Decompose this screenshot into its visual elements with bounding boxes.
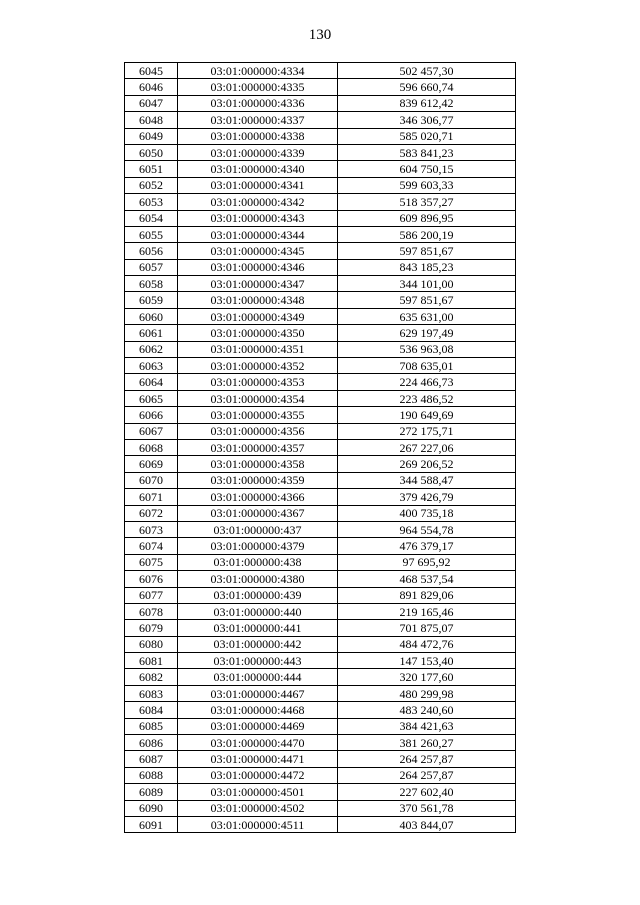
value-cell: 224 466,73 — [338, 374, 516, 390]
value-cell: 227 602,40 — [338, 784, 516, 800]
value-cell: 585 020,71 — [338, 128, 516, 144]
value-cell: 629 197,49 — [338, 325, 516, 341]
value-cell: 267 227,06 — [338, 439, 516, 455]
value-cell: 97 695,92 — [338, 554, 516, 570]
cadastral-number-cell: 03:01:000000:4380 — [178, 571, 338, 587]
cadastral-number-cell: 03:01:000000:4472 — [178, 767, 338, 783]
value-cell: 502 457,30 — [338, 63, 516, 79]
table-row — [125, 63, 516, 79]
row-number-cell: 6047 — [125, 95, 178, 111]
row-number-cell: 6075 — [125, 554, 178, 570]
value-cell: 400 735,18 — [338, 505, 516, 521]
value-cell: 264 257,87 — [338, 751, 516, 767]
cadastral-number-cell: 03:01:000000:444 — [178, 669, 338, 685]
row-number-cell: 6085 — [125, 718, 178, 734]
cadastral-number-cell: 03:01:000000:4350 — [178, 325, 338, 341]
row-number-cell: 6080 — [125, 636, 178, 652]
cadastral-number-cell: 03:01:000000:4357 — [178, 439, 338, 455]
cadastral-number-cell: 03:01:000000:4335 — [178, 79, 338, 95]
table-row — [125, 751, 516, 767]
table-row — [125, 407, 516, 423]
row-number-cell: 6079 — [125, 620, 178, 636]
row-number-cell: 6048 — [125, 112, 178, 128]
registry-table-body — [125, 63, 516, 833]
row-number-cell: 6086 — [125, 735, 178, 751]
table-row — [125, 144, 516, 160]
table-row — [125, 784, 516, 800]
row-number-cell: 6053 — [125, 194, 178, 210]
cadastral-number-cell: 03:01:000000:443 — [178, 653, 338, 669]
value-cell: 219 165,46 — [338, 603, 516, 619]
cadastral-number-cell: 03:01:000000:4345 — [178, 243, 338, 259]
page-number: 130 — [308, 27, 332, 43]
cadastral-number-cell: 03:01:000000:4336 — [178, 95, 338, 111]
row-number-cell: 6059 — [125, 292, 178, 308]
value-cell: 701 875,07 — [338, 620, 516, 636]
row-number-cell: 6062 — [125, 341, 178, 357]
table-row — [125, 636, 516, 652]
cadastral-number-cell: 03:01:000000:4343 — [178, 210, 338, 226]
row-number-cell: 6072 — [125, 505, 178, 521]
row-number-cell: 6065 — [125, 390, 178, 406]
cadastral-number-cell: 03:01:000000:4367 — [178, 505, 338, 521]
row-number-cell: 6088 — [125, 767, 178, 783]
table-row — [125, 439, 516, 455]
cadastral-number-cell: 03:01:000000:4469 — [178, 718, 338, 734]
cadastral-number-cell: 03:01:000000:4346 — [178, 259, 338, 275]
table-row — [125, 308, 516, 324]
table-row — [125, 292, 516, 308]
value-cell: 583 841,23 — [338, 144, 516, 160]
value-cell: 190 649,69 — [338, 407, 516, 423]
value-cell: 586 200,19 — [338, 226, 516, 242]
cadastral-number-cell: 03:01:000000:437 — [178, 521, 338, 537]
table-row — [125, 669, 516, 685]
table-row — [125, 816, 516, 832]
table-row — [125, 194, 516, 210]
cadastral-number-cell: 03:01:000000:4342 — [178, 194, 338, 210]
value-cell: 269 206,52 — [338, 456, 516, 472]
table-row — [125, 587, 516, 603]
value-cell: 964 554,78 — [338, 521, 516, 537]
value-cell: 384 421,63 — [338, 718, 516, 734]
table-row — [125, 718, 516, 734]
row-number-cell: 6090 — [125, 800, 178, 816]
value-cell: 381 260,27 — [338, 735, 516, 751]
row-number-cell: 6064 — [125, 374, 178, 390]
cadastral-number-cell: 03:01:000000:4354 — [178, 390, 338, 406]
table-row — [125, 702, 516, 718]
table-row — [125, 505, 516, 521]
value-cell: 320 177,60 — [338, 669, 516, 685]
value-cell: 379 426,79 — [338, 489, 516, 505]
table-row — [125, 767, 516, 783]
table-row — [125, 603, 516, 619]
value-cell: 484 472,76 — [338, 636, 516, 652]
table-row — [125, 374, 516, 390]
row-number-cell: 6054 — [125, 210, 178, 226]
table-row — [125, 390, 516, 406]
cadastral-number-cell: 03:01:000000:4349 — [178, 308, 338, 324]
cadastral-number-cell: 03:01:000000:439 — [178, 587, 338, 603]
value-cell: 891 829,06 — [338, 587, 516, 603]
cadastral-number-cell: 03:01:000000:4334 — [178, 63, 338, 79]
table-row — [125, 571, 516, 587]
value-cell: 597 851,67 — [338, 243, 516, 259]
table-row — [125, 800, 516, 816]
table-row — [125, 620, 516, 636]
cadastral-number-cell: 03:01:000000:4359 — [178, 472, 338, 488]
row-number-cell: 6083 — [125, 685, 178, 701]
table-row — [125, 95, 516, 111]
value-cell: 468 537,54 — [338, 571, 516, 587]
row-number-cell: 6076 — [125, 571, 178, 587]
cadastral-number-cell: 03:01:000000:4341 — [178, 177, 338, 193]
table-row — [125, 177, 516, 193]
cadastral-number-cell: 03:01:000000:4356 — [178, 423, 338, 439]
row-number-cell: 6055 — [125, 226, 178, 242]
table-row — [125, 653, 516, 669]
value-cell: 599 603,33 — [338, 177, 516, 193]
row-number-cell: 6073 — [125, 521, 178, 537]
cadastral-number-cell: 03:01:000000:4468 — [178, 702, 338, 718]
row-number-cell: 6050 — [125, 144, 178, 160]
value-cell: 483 240,60 — [338, 702, 516, 718]
table-row — [125, 325, 516, 341]
cadastral-number-cell: 03:01:000000:438 — [178, 554, 338, 570]
cadastral-number-cell: 03:01:000000:4351 — [178, 341, 338, 357]
row-number-cell: 6060 — [125, 308, 178, 324]
cadastral-number-cell: 03:01:000000:4501 — [178, 784, 338, 800]
cadastral-number-cell: 03:01:000000:4355 — [178, 407, 338, 423]
table-row — [125, 554, 516, 570]
value-cell: 609 896,95 — [338, 210, 516, 226]
value-cell: 839 612,42 — [338, 95, 516, 111]
cadastral-number-cell: 03:01:000000:4511 — [178, 816, 338, 832]
value-cell: 223 486,52 — [338, 390, 516, 406]
cadastral-number-cell: 03:01:000000:4366 — [178, 489, 338, 505]
value-cell: 518 357,27 — [338, 194, 516, 210]
value-cell: 480 299,98 — [338, 685, 516, 701]
cadastral-number-cell: 03:01:000000:441 — [178, 620, 338, 636]
cadastral-number-cell: 03:01:000000:4502 — [178, 800, 338, 816]
table-row — [125, 161, 516, 177]
table-row — [125, 243, 516, 259]
cadastral-number-cell: 03:01:000000:4347 — [178, 276, 338, 292]
table-row — [125, 489, 516, 505]
value-cell: 403 844,07 — [338, 816, 516, 832]
row-number-cell: 6068 — [125, 439, 178, 455]
row-number-cell: 6074 — [125, 538, 178, 554]
table-row — [125, 472, 516, 488]
row-number-cell: 6087 — [125, 751, 178, 767]
row-number-cell: 6061 — [125, 325, 178, 341]
value-cell: 476 379,17 — [338, 538, 516, 554]
cadastral-number-cell: 03:01:000000:4471 — [178, 751, 338, 767]
table-row — [125, 210, 516, 226]
row-number-cell: 6056 — [125, 243, 178, 259]
table-row — [125, 685, 516, 701]
cadastral-number-cell: 03:01:000000:4338 — [178, 128, 338, 144]
row-number-cell: 6089 — [125, 784, 178, 800]
cadastral-number-cell: 03:01:000000:4337 — [178, 112, 338, 128]
row-number-cell: 6066 — [125, 407, 178, 423]
table-row — [125, 226, 516, 242]
value-cell: 597 851,67 — [338, 292, 516, 308]
row-number-cell: 6091 — [125, 816, 178, 832]
value-cell: 344 101,00 — [338, 276, 516, 292]
cadastral-number-cell: 03:01:000000:4340 — [178, 161, 338, 177]
cadastral-number-cell: 03:01:000000:4470 — [178, 735, 338, 751]
row-number-cell: 6052 — [125, 177, 178, 193]
value-cell: 708 635,01 — [338, 358, 516, 374]
table-row — [125, 276, 516, 292]
row-number-cell: 6071 — [125, 489, 178, 505]
table-row — [125, 341, 516, 357]
cadastral-number-cell: 03:01:000000:4467 — [178, 685, 338, 701]
cadastral-number-cell: 03:01:000000:442 — [178, 636, 338, 652]
value-cell: 346 306,77 — [338, 112, 516, 128]
row-number-cell: 6078 — [125, 603, 178, 619]
value-cell: 272 175,71 — [338, 423, 516, 439]
value-cell: 147 153,40 — [338, 653, 516, 669]
cadastral-number-cell: 03:01:000000:440 — [178, 603, 338, 619]
row-number-cell: 6046 — [125, 79, 178, 95]
row-number-cell: 6070 — [125, 472, 178, 488]
row-number-cell: 6058 — [125, 276, 178, 292]
row-number-cell: 6063 — [125, 358, 178, 374]
row-number-cell: 6067 — [125, 423, 178, 439]
cadastral-number-cell: 03:01:000000:4344 — [178, 226, 338, 242]
table-row — [125, 128, 516, 144]
value-cell: 344 588,47 — [338, 472, 516, 488]
row-number-cell: 6077 — [125, 587, 178, 603]
value-cell: 370 561,78 — [338, 800, 516, 816]
cadastral-number-cell: 03:01:000000:4358 — [178, 456, 338, 472]
value-cell: 604 750,15 — [338, 161, 516, 177]
table-row — [125, 521, 516, 537]
table-row — [125, 79, 516, 95]
value-cell: 843 185,23 — [338, 259, 516, 275]
row-number-cell: 6081 — [125, 653, 178, 669]
table-row — [125, 456, 516, 472]
value-cell: 264 257,87 — [338, 767, 516, 783]
value-cell: 596 660,74 — [338, 79, 516, 95]
cadastral-number-cell: 03:01:000000:4353 — [178, 374, 338, 390]
table-row — [125, 735, 516, 751]
row-number-cell: 6045 — [125, 63, 178, 79]
table-row — [125, 423, 516, 439]
value-cell: 635 631,00 — [338, 308, 516, 324]
cadastral-number-cell: 03:01:000000:4352 — [178, 358, 338, 374]
cadastral-number-cell: 03:01:000000:4379 — [178, 538, 338, 554]
table-row — [125, 358, 516, 374]
table-row — [125, 259, 516, 275]
table-row — [125, 112, 516, 128]
row-number-cell: 6051 — [125, 161, 178, 177]
row-number-cell: 6082 — [125, 669, 178, 685]
table-row — [125, 538, 516, 554]
row-number-cell: 6069 — [125, 456, 178, 472]
value-cell: 536 963,08 — [338, 341, 516, 357]
row-number-cell: 6049 — [125, 128, 178, 144]
row-number-cell: 6057 — [125, 259, 178, 275]
cadastral-number-cell: 03:01:000000:4339 — [178, 144, 338, 160]
cadastral-number-cell: 03:01:000000:4348 — [178, 292, 338, 308]
registry-table — [124, 62, 516, 833]
row-number-cell: 6084 — [125, 702, 178, 718]
